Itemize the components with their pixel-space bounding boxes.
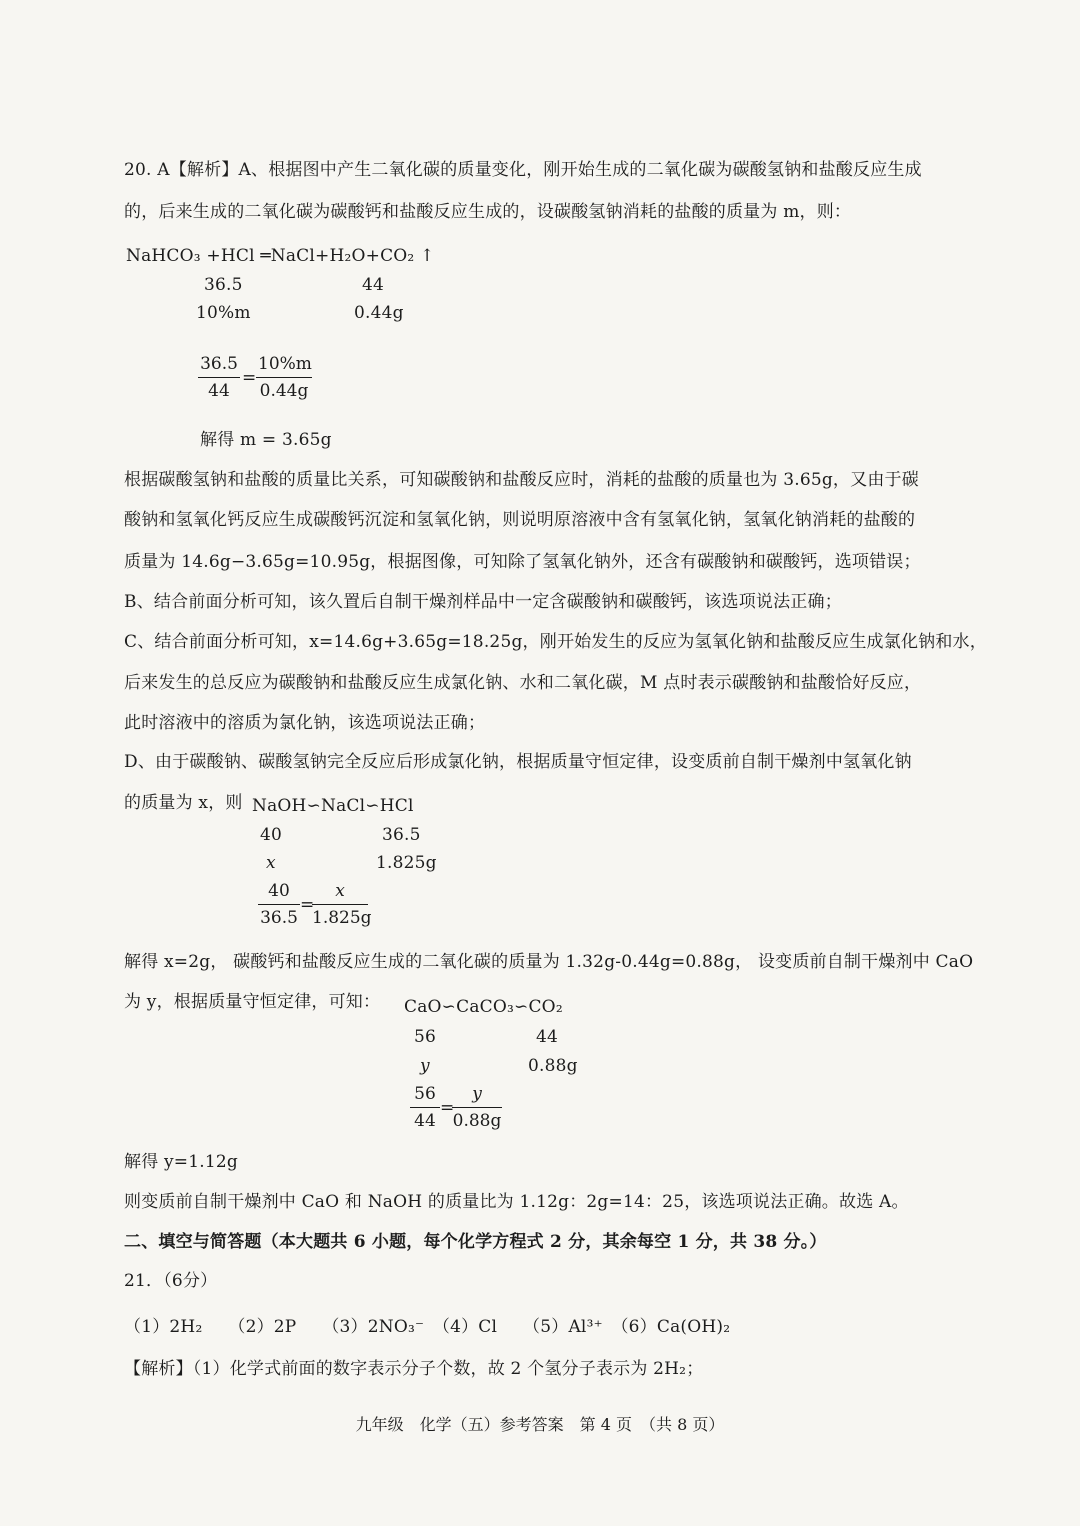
eq2-mass-hcl: 1.825g — [376, 853, 437, 873]
fraction-denominator: 36.5 — [260, 908, 298, 928]
q20-line2: 的，后来生成的二氧化碳为碳酸钙和盐酸反应生成的，设碳酸氢钠消耗的盐酸的质量为 m，则： — [124, 202, 852, 222]
equation-2: NaOH∽NaCl∽HCl — [252, 796, 414, 816]
q20-option-d2: 的质量为 x，则 — [124, 793, 243, 813]
q20-line1: 20. A【解析】A、根据图中产生二氧化碳的质量变化，刚开始生成的二氧化碳为碳酸氢钠和盐酸反应生成 — [124, 160, 922, 180]
fraction-denominator: 0.44g — [259, 381, 309, 401]
fraction-numerator: 36.5 — [198, 353, 240, 378]
equals-sign: = — [300, 895, 315, 915]
fraction-denominator: 44 — [414, 1111, 436, 1131]
q20-para-e1: 解得 x=2g， 碳酸钙和盐酸反应生成的二氧化碳的质量为 1.32g-0.44g=0.88g， 设变质前自制干燥剂中 CaO — [124, 952, 974, 972]
eq1-coef-co2: 44 — [362, 275, 385, 295]
q21-answers: （1）2H₂ （2）2P （3）2NO₃⁻ （4）Cl （5）Al³⁺ （6）Ca(OH)₂ — [124, 1317, 731, 1337]
q20-para-a1: 根据碳酸氢钠和盐酸的质量比关系，可知碳酸钠和盐酸反应时，消耗的盐酸的质量也为 3.65g，又由于碳 — [124, 470, 919, 490]
eq2-coef-naoh: 40 — [260, 825, 283, 845]
equation-1: NaHCO₃ +HCl ═NaCl+H₂O+CO₂ ↑ — [126, 246, 435, 266]
eq3-var-y: y — [420, 1056, 430, 1076]
q20-option-b: B、结合前面分析可知，该久置后自制干燥剂样品中一定含碳酸钠和碳酸钙，该选项说法正确； — [124, 592, 842, 612]
eq2-coef-hcl: 36.5 — [382, 825, 421, 845]
q21-title: 21．（6分） — [124, 1271, 218, 1291]
eq1-mass-hcl: 10%m — [196, 303, 251, 323]
q20-para-a2: 酸钠和氢氧化钙反应生成碳酸钙沉淀和氢氧化钠，则说明原溶液中含有氢氧化钠，氢氧化钠消耗的盐酸的 — [124, 510, 916, 530]
eq3-coef-cao: 56 — [414, 1027, 437, 1047]
fraction-1-left — [198, 353, 240, 402]
equals-sign: = — [242, 368, 257, 388]
solve-y: 解得 y=1.12g — [124, 1152, 238, 1172]
equation-3: CaO∽CaCO₃∽CO₂ — [404, 997, 563, 1017]
eq3-mass-co2: 0.88g — [528, 1056, 578, 1076]
equals-sign: = — [440, 1098, 455, 1118]
fraction-2-right — [312, 880, 372, 929]
eq1-mass-co2: 0.44g — [354, 303, 404, 323]
q20-para-e2: 为 y，根据质量守恒定律，可知： — [124, 992, 381, 1012]
fraction-denominator: 0.88g — [452, 1111, 502, 1131]
q20-option-c1: C、结合前面分析可知，x=14.6g+3.65g=18.25g，刚开始发生的反应为氢氧化钠和盐酸反应生成氯化钠和水， — [124, 632, 987, 652]
fraction-1-right — [256, 353, 312, 402]
fraction-3-right — [452, 1083, 502, 1132]
q20-option-c3: 此时溶液中的溶质为氯化钠，该选项说法正确； — [124, 713, 486, 733]
fraction-denominator: 44 — [208, 381, 230, 401]
fraction-numerator: y — [452, 1083, 502, 1108]
q20-conclusion: 则变质前自制干燥剂中 CaO 和 NaOH 的质量比为 1.12g：2g=14：25，该选项说法正确。故选 A。 — [124, 1192, 909, 1212]
fraction-numerator: 40 — [258, 880, 300, 905]
eq3-coef-co2: 44 — [536, 1027, 559, 1047]
eq1-coef-hcl: 36.5 — [204, 275, 243, 295]
fraction-2-left — [258, 880, 300, 929]
eq2-var-x: x — [266, 853, 276, 873]
fraction-numerator: 56 — [410, 1083, 440, 1108]
q20-option-d1: D、由于碳酸钠、碳酸氢钠完全反应后形成氯化钠，根据质量守恒定律，设变质前自制干燥剂中氢氧化钠 — [124, 752, 912, 772]
q20-para-a3: 质量为 14.6g−3.65g=10.95g，根据图像，可知除了氢氧化钠外，还含有碳酸钠和碳酸钙，选项错误； — [124, 552, 921, 572]
q20-option-c2: 后来发生的总反应为碳酸钠和盐酸反应生成氯化钠、水和二氧化碳，M 点时表示碳酸钠和盐酸恰好反应， — [124, 673, 922, 693]
page-footer: 九年级 化学（五）参考答案 第 4 页 （共 8 页） — [355, 1415, 725, 1434]
section-2-heading: 二、填空与简答题（本大题共 6 小题，每个化学方程式 2 分，其余每空 1 分，共 38 分。） — [124, 1232, 827, 1252]
q21-analysis: 【解析】（1）化学式前面的数字表示分子个数，故 2 个氢分子表示为 2H₂； — [124, 1359, 704, 1379]
fraction-numerator: x — [312, 880, 368, 905]
solve-m: 解得 m = 3.65g — [200, 430, 332, 450]
fraction-numerator: 10%m — [256, 353, 312, 378]
fraction-denominator: 1.825g — [312, 908, 372, 928]
fraction-3-left — [410, 1083, 440, 1132]
